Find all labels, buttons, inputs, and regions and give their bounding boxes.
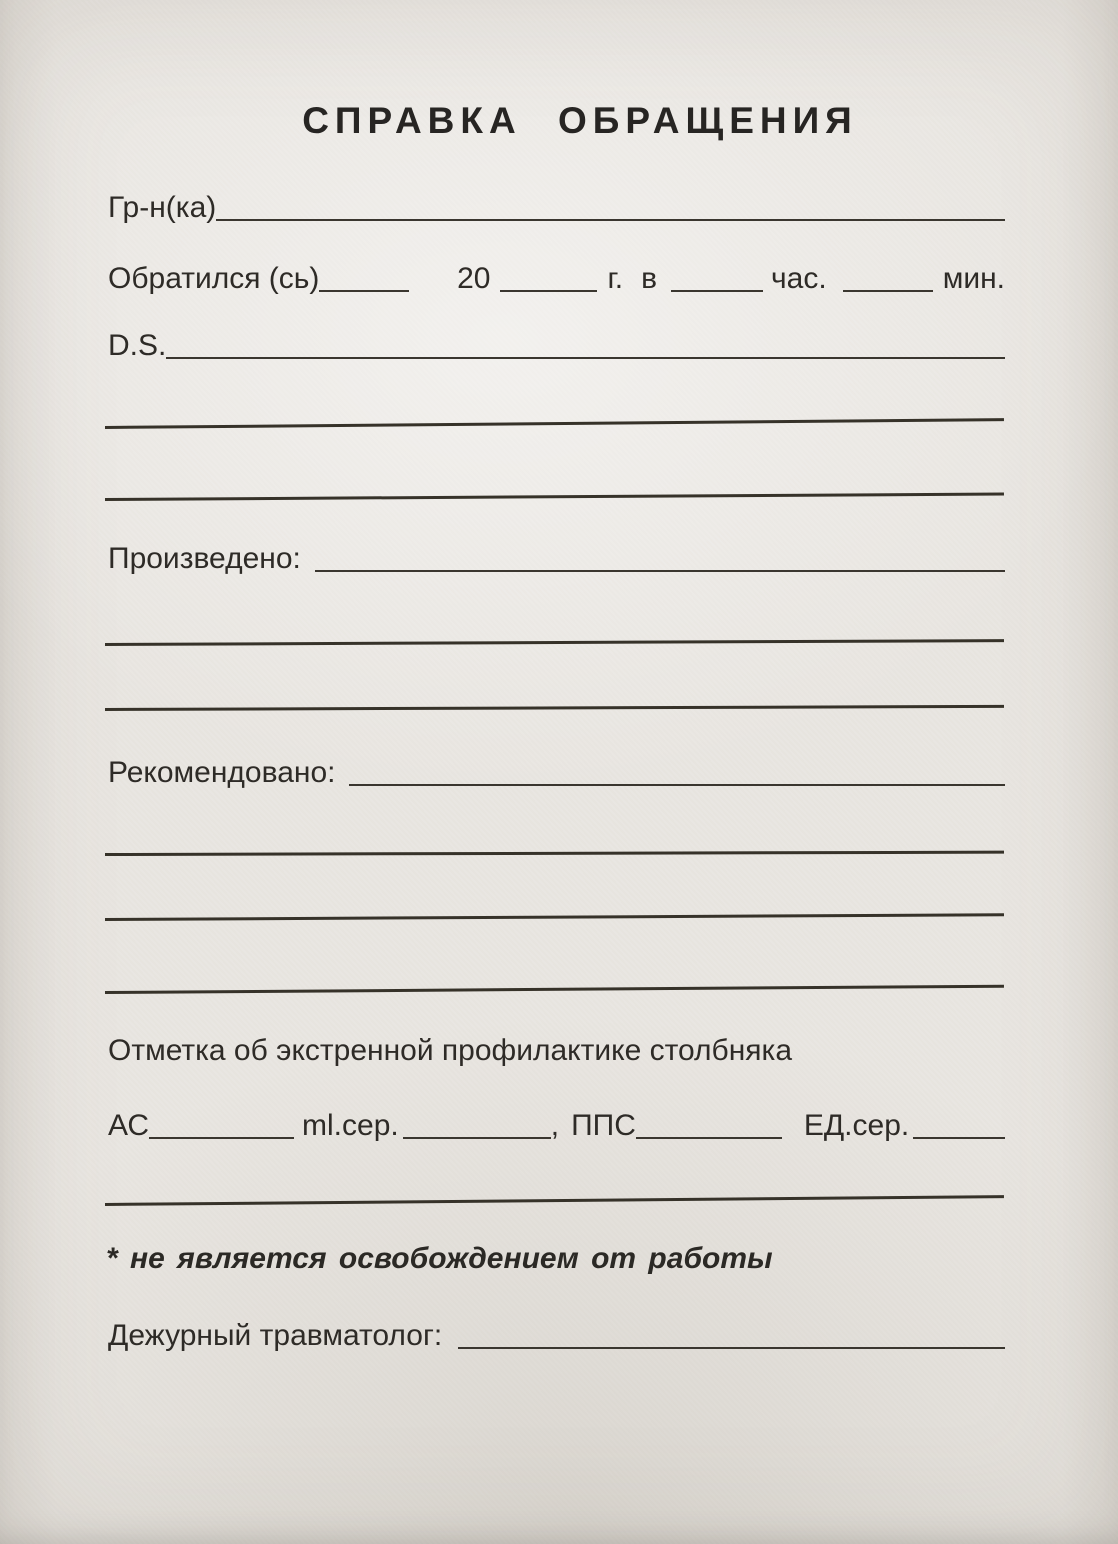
hour-unit-label: час. — [771, 262, 827, 295]
tetanus-heading: Отметка об экстренной профилактике столбняка — [108, 1034, 793, 1067]
performed-line-3[interactable] — [105, 705, 1004, 711]
recommended-field[interactable] — [349, 770, 1005, 786]
ed-ser-field[interactable] — [913, 1123, 1005, 1139]
performed-line-2[interactable] — [105, 639, 1004, 646]
ac-label: АС — [108, 1109, 150, 1142]
visit-label: Обратился (сь) — [108, 262, 320, 295]
citizen-label: Гр-н(ка) — [108, 191, 217, 224]
performed-field[interactable] — [315, 556, 1005, 572]
minute-unit-label: мин. — [942, 262, 1005, 295]
tetanus-row — [108, 1108, 1005, 1144]
year-century-prefix: 20 — [457, 262, 491, 295]
preposition-label: в — [641, 262, 658, 295]
recommended-line-4[interactable] — [105, 985, 1004, 994]
work-release-footnote: * не является освобождением от работы — [106, 1242, 773, 1275]
ml-ser-field[interactable] — [403, 1123, 551, 1139]
visit-datetime-row — [108, 261, 1005, 297]
year-field[interactable] — [500, 276, 597, 292]
comma-separator: , — [550, 1109, 560, 1142]
diagnosis-line-3[interactable] — [105, 493, 1004, 501]
ac-field[interactable] — [149, 1123, 294, 1139]
doctor-label: Дежурный травматолог: — [108, 1319, 443, 1352]
form-title: СПРАВКА ОБРАЩЕНИЯ — [302, 100, 858, 141]
visit-date-field[interactable] — [319, 276, 409, 292]
performed-label: Произведено: — [108, 542, 301, 575]
minute-field[interactable] — [843, 276, 933, 292]
recommended-line-2[interactable] — [105, 851, 1004, 856]
ml-ser-label: ml.сер. — [302, 1109, 399, 1142]
year-unit-label: г. — [607, 262, 624, 295]
diagnosis-row — [108, 328, 1005, 364]
diagnosis-field[interactable] — [166, 343, 1005, 359]
citizen-row — [108, 190, 1005, 226]
pps-label: ППС — [571, 1109, 636, 1142]
diagnosis-label: D.S. — [108, 329, 167, 362]
recommended-line-3[interactable] — [105, 913, 1004, 921]
pps-field[interactable] — [636, 1123, 782, 1139]
doctor-row — [108, 1318, 1005, 1354]
ed-ser-label: ЕД.сер. — [803, 1109, 910, 1142]
hour-field[interactable] — [671, 276, 763, 292]
citizen-name-field[interactable] — [216, 205, 1005, 221]
recommended-label: Рекомендовано: — [108, 756, 336, 789]
performed-row — [108, 541, 1005, 577]
doctor-signature-field[interactable] — [458, 1333, 1005, 1349]
tetanus-extra-line[interactable] — [105, 1195, 1004, 1206]
recommended-row — [108, 755, 1005, 791]
diagnosis-line-2[interactable] — [105, 418, 1004, 429]
